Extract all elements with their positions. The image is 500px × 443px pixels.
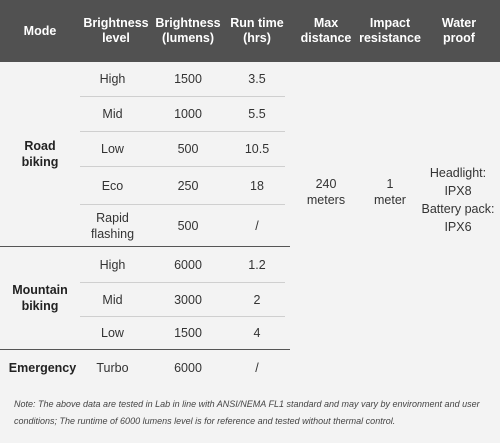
runtime-cell: 3.5	[248, 72, 266, 86]
runtime-cell: /	[255, 218, 259, 233]
lumens-cell: 500	[177, 142, 199, 156]
impact-resistance-value: 1 meter	[374, 177, 406, 207]
mode-emergency: Emergency	[8, 360, 77, 375]
runtime-cell: 2	[253, 292, 261, 307]
header-brightness-level: Brightness level	[83, 16, 149, 45]
mode-mountain-biking: Mountain biking	[12, 283, 68, 313]
footnote-text: Note: The above data are tested in Lab in line with ANSI/NEMA FL1 standard and may vary by environment and user conditions; The runtime of 6000 lumens level is for reference and tested without thermal control.	[14, 399, 480, 426]
lumens-cell: 3000	[174, 292, 202, 307]
level-cell: Eco	[101, 178, 124, 193]
runtime-cell: 10.5	[244, 142, 270, 156]
level-cell: Mid	[102, 107, 123, 121]
footnote	[0, 385, 500, 443]
lumens-cell: 6000	[174, 257, 202, 272]
level-cell: High	[99, 72, 126, 86]
header-mode: Mode	[23, 23, 57, 38]
header-impact-resistance: Impact resistance	[359, 16, 421, 45]
table-header	[0, 0, 500, 62]
level-cell: Rapid flashing	[90, 210, 135, 241]
header-brightness-lumens: Brightness (lumens)	[155, 16, 221, 45]
level-cell: Low	[101, 142, 124, 156]
header-run-time: Run time (hrs)	[230, 16, 284, 45]
runtime-cell: 1.2	[248, 257, 266, 272]
lumens-cell: 1500	[174, 72, 202, 86]
runtime-cell: 18	[250, 178, 264, 193]
lumens-cell: 1500	[174, 326, 202, 340]
water-proof-value: Headlight: IPX8 Battery pack: IPX6	[421, 166, 495, 234]
level-cell: Low	[101, 326, 124, 340]
level-cell: Mid	[102, 292, 123, 307]
header-water-proof: Water proof	[441, 16, 477, 45]
level-cell: High	[99, 257, 126, 272]
runtime-cell: /	[255, 360, 259, 375]
header-max-distance: Max distance	[300, 16, 352, 45]
max-distance-value: 240 meters	[306, 177, 346, 207]
runtime-cell: 4	[253, 326, 261, 340]
mode-road-biking: Road biking	[21, 139, 59, 169]
lumens-cell: 500	[177, 218, 199, 233]
level-cell: Turbo	[96, 360, 129, 375]
lumens-cell: 6000	[174, 360, 202, 375]
lumens-cell: 250	[177, 178, 199, 193]
lumens-cell: 1000	[174, 107, 202, 121]
runtime-cell: 5.5	[248, 107, 266, 121]
